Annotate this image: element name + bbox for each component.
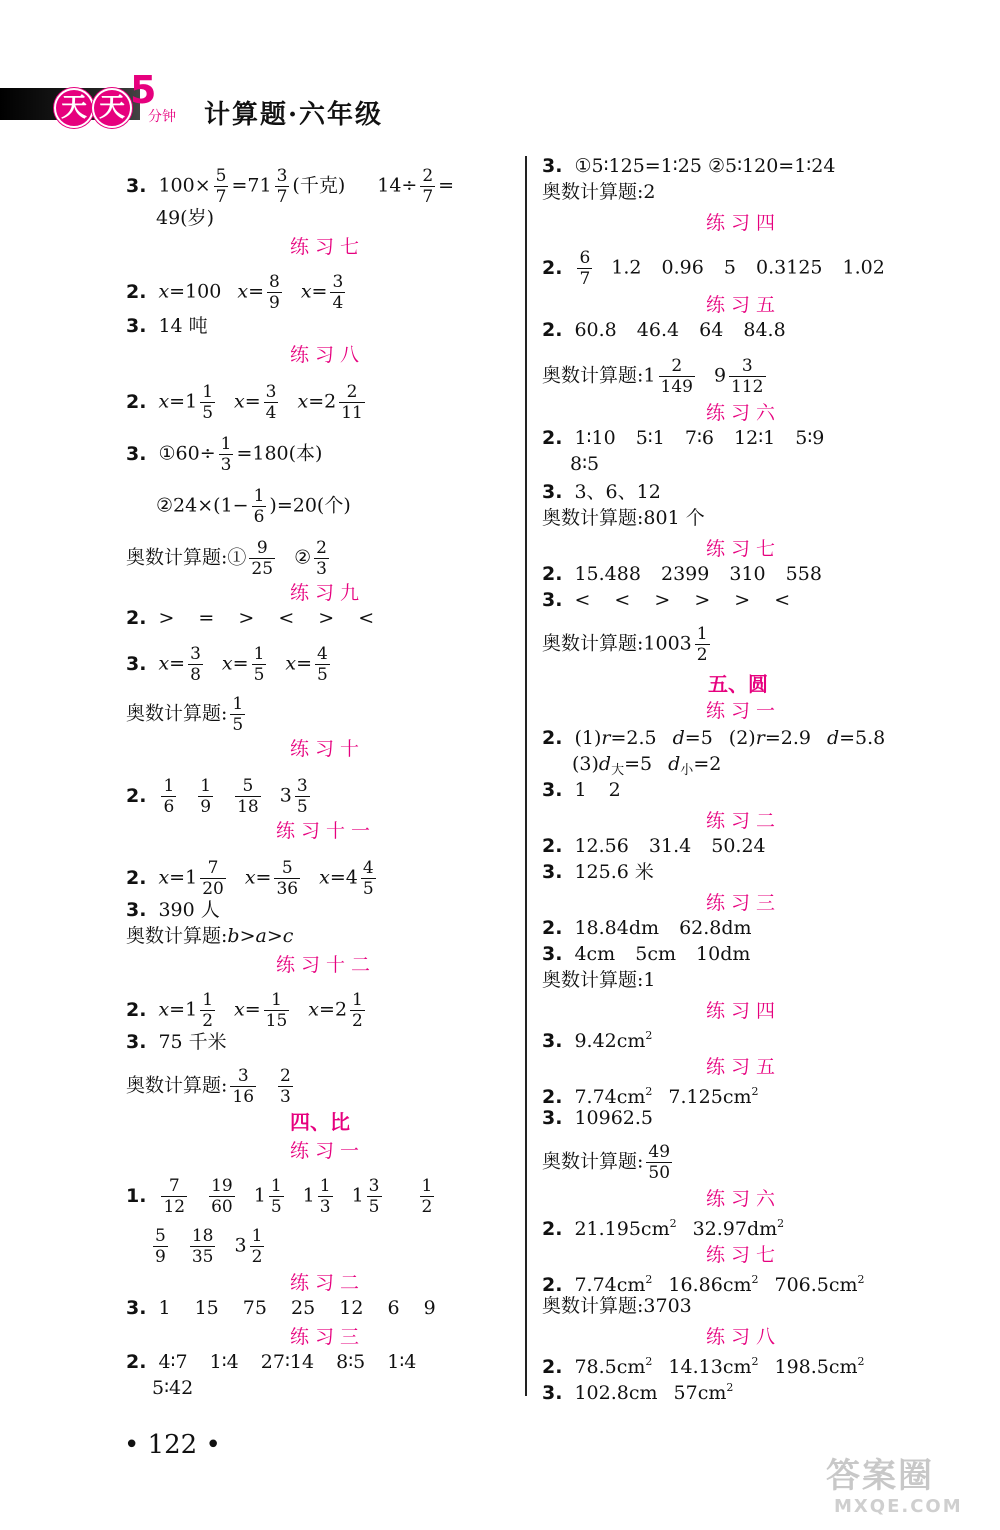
exercise-heading: 练习十: [290, 738, 366, 760]
column-divider: [525, 156, 527, 1396]
answer-line: 3. 75 千米: [126, 1031, 227, 1053]
answer-line: 3. 3、6、12: [542, 481, 661, 503]
exercise-heading: 练习二: [706, 810, 782, 832]
exercise-heading: 练习五: [706, 1056, 782, 1078]
exercise-heading: 练习四: [706, 212, 782, 234]
answer-line: 2. 4∶7 1∶4 27∶14 8∶5 1∶4: [126, 1351, 417, 1373]
answer-line: 3. 10962.5: [542, 1107, 654, 1129]
answer-line: 2. $\frac{1}{6}$ $\frac{1}{9}$ $\frac{5}{18}$ 3 $\frac{3}{5}$: [126, 776, 308, 817]
answer-line: 2. $78.5cm^2$ $14.13cm^2$ $198.5cm^2$: [542, 1355, 865, 1378]
exercise-heading: 练习一: [290, 1140, 366, 1162]
answer-line: 奥数计算题:1 $\frac{2}{149}$ 9 $\frac{3}{112}$: [542, 356, 764, 397]
section-heading: 四、比: [290, 1110, 350, 1134]
watermark-text: 答案圈: [826, 1456, 934, 1496]
answer-line: ②24×(1− $\frac{1}{6}$ )=20(个): [156, 486, 351, 527]
answer-line: 3. $9.42cm^2$: [542, 1029, 653, 1052]
answer-line: 奥数计算题:1: [542, 969, 656, 991]
exercise-heading: 练习一: [706, 700, 782, 722]
exercise-heading: 练习五: [706, 294, 782, 316]
answer-line: 奥数计算题:b>a>c: [126, 925, 294, 947]
exercise-heading: 练习九: [290, 582, 366, 604]
answer-line: 2. $7.74cm^2$ $16.86cm^2$ $706.5cm^2$: [542, 1273, 865, 1296]
answer-line: 2. $7.74cm^2$ $7.125cm^2$: [542, 1085, 759, 1108]
answer-line: 3. 100× $\frac{5}{7}$ =71 $\frac{3}{7}$ (千克) 14÷ $\frac{2}{7}$ =: [126, 166, 455, 207]
answer-line: 5∶42: [152, 1377, 194, 1399]
answer-line: 2. (1)r=2.5 d=5 (2)r=2.9 d=5.8: [542, 727, 886, 749]
answer-line: 8∶5: [570, 453, 600, 475]
answer-line: 49(岁): [156, 207, 215, 229]
answer-line: 2. x=1 $\frac{7}{20}$ x= $\frac{5}{36}$ x=4 $\frac{4}{5}$: [126, 858, 374, 899]
answer-line: 3. 125.6 米: [542, 861, 654, 883]
exercise-heading: 练习二: [290, 1272, 366, 1294]
answer-line: 2. $\frac{6}{7}$ 1.2 0.96 5 0.3125 1.02: [542, 248, 885, 289]
exercise-heading: 练习六: [706, 402, 782, 424]
answer-line: 奥数计算题:801 个: [542, 507, 705, 529]
answer-line: 2. x=1 $\frac{1}{5}$ x= $\frac{3}{4}$ x=2 $\frac{2}{11}$: [126, 382, 363, 423]
answer-line: 2. 15.488 2399 310 558: [542, 563, 822, 585]
watermark-url: MXQE.COM: [834, 1496, 963, 1517]
exercise-heading: 练习四: [706, 1000, 782, 1022]
exercise-heading: 练习十一: [276, 820, 377, 842]
answer-line: 奥数计算题: $\frac{1}{5}$: [126, 694, 244, 735]
answer-line: 奥数计算题: $\frac{3}{16}$ $\frac{2}{3}$: [126, 1066, 291, 1107]
exercise-heading: 练习三: [706, 892, 782, 914]
exercise-heading: 练习六: [706, 1188, 782, 1210]
exercise-heading: 练习八: [706, 1326, 782, 1348]
answer-line: 2. 1∶10 5∶1 7∶6 12∶1 5∶9: [542, 427, 825, 449]
page-number: • 122 •: [124, 1430, 221, 1460]
answer-line: 奥数计算题:① $\frac{9}{25}$ ② $\frac{2}{3}$: [126, 538, 327, 579]
answer-line: 3. 102.8cm $57cm^2$: [542, 1381, 734, 1404]
answer-line: 2. 12.56 31.4 50.24: [542, 835, 766, 857]
answer-line: 2. > = > < > <: [126, 607, 375, 629]
answer-line: 2. 60.8 46.4 64 84.8: [542, 319, 786, 341]
exercise-heading: 练习七: [706, 1244, 782, 1266]
answer-line: $\frac{5}{9}$ $\frac{18}{35}$ 3 $\frac{1}{2}$: [155, 1226, 263, 1267]
answer-line: 2. $21.195cm^2$ $32.97dm^2$: [542, 1217, 785, 1240]
answer-line: 奥数计算题:2: [542, 181, 656, 203]
logo-five: 5: [130, 68, 157, 112]
answer-line: 2. x=100 x= $\frac{8}{9}$ x= $\frac{3}{4}$: [126, 272, 344, 313]
answer-line: 3. 1 15 75 25 12 6 9: [126, 1297, 436, 1319]
book-title: 计算题·六年级: [204, 100, 384, 130]
exercise-heading: 练习三: [290, 1326, 366, 1348]
answer-line: 奥数计算题:3703: [542, 1295, 692, 1317]
answer-line: 奥数计算题:1003 $\frac{1}{2}$: [542, 624, 708, 665]
answer-line: 3. < < > > > <: [542, 589, 791, 611]
answer-line: 3. x= $\frac{3}{8}$ x= $\frac{1}{5}$ x= $\frac{4}{5}$: [126, 644, 328, 685]
exercise-heading: 练习十二: [276, 954, 377, 976]
exercise-heading: 练习七: [706, 538, 782, 560]
answer-line: 3. ①5∶125=1∶25 ②5∶120=1∶24: [542, 155, 836, 177]
answer-line: 2. x=1 $\frac{1}{2}$ x= $\frac{1}{15}$ x=2 $\frac{1}{2}$: [126, 990, 363, 1031]
answer-line: 3. 14 吨: [126, 315, 208, 337]
answer-line: 3. 4cm 5cm 10dm: [542, 943, 751, 965]
answer-line: 1. $\frac{7}{12}$ $\frac{19}{60}$ 1 $\frac{1}{5}$ 1 $\frac{1}{3}$ 1 $\frac{3}{5}$ $\frac{1}{2}$: [126, 1176, 433, 1217]
exercise-heading: 练习七: [290, 236, 366, 258]
answer-line: $(3)d_大=5$ $d_小=2$: [572, 753, 722, 778]
logo-fenzhong: 分钟: [148, 109, 176, 125]
answer-line: 2. 18.84dm 62.8dm: [542, 917, 752, 939]
answer-line: 3. 390 人: [126, 899, 220, 921]
answer-line: 3. 1 2: [542, 779, 621, 801]
section-heading: 五、圆: [708, 672, 768, 696]
logo-tian-2: 天: [92, 88, 132, 128]
answer-line: 3. ①60÷ $\frac{1}{3}$ =180(本): [126, 434, 323, 475]
watermark: [826, 1448, 976, 1518]
answer-line: 奥数计算题: $\frac{49}{50}$: [542, 1142, 671, 1183]
logo-tian-1: 天: [54, 88, 94, 128]
exercise-heading: 练习八: [290, 344, 366, 366]
